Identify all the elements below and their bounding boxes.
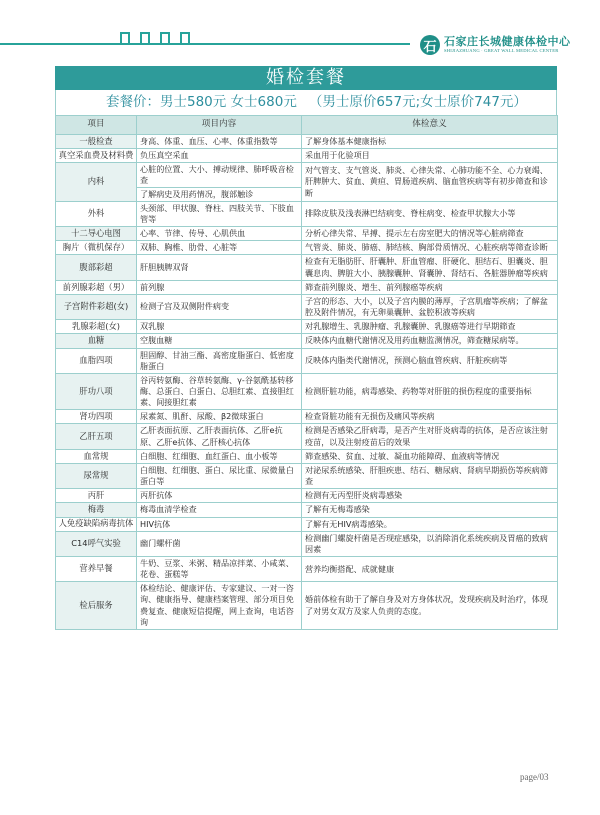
exam-item: 血糖	[56, 334, 137, 348]
exam-item: 营养早餐	[56, 557, 137, 582]
table-row	[56, 163, 558, 201]
exam-content-line: 检测子宫及双侧附件病变	[140, 301, 230, 312]
exam-item: 腹部彩超	[56, 255, 137, 280]
exam-content	[137, 463, 302, 488]
exam-meaning: 了解有无HIV病毒感染。	[302, 517, 558, 531]
exam-meaning: 分析心律失常、早搏、提示左右房室肥大的情况等心脏病筛查	[302, 227, 558, 241]
table-row	[56, 503, 558, 517]
exam-content	[137, 582, 302, 630]
table-row	[56, 255, 558, 280]
exam-content	[137, 163, 302, 201]
table-row	[56, 348, 558, 373]
table-row	[56, 557, 558, 582]
table-row	[56, 410, 558, 424]
exam-item: 人免疫缺陷病毒抗体	[56, 517, 137, 531]
table-row	[56, 373, 558, 409]
exam-content-line: 心脏的位置、大小、搏动规律、肺呼吸音检查	[140, 164, 294, 186]
exam-content	[137, 135, 302, 149]
exam-content-line: 空腹血糖	[140, 335, 173, 346]
exam-meaning: 子宫的形态、大小，以及子宫内膜的薄厚，子宫肌瘤等疾病；了解盆腔及附件情况，有无卵巢囊肿、盆腔积液等疾病	[302, 294, 558, 319]
exam-content	[137, 503, 302, 517]
exam-content-line: 幽门螺杆菌	[140, 538, 181, 549]
exam-content-line: 白细胞、红细胞、血红蛋白、血小板等	[140, 450, 278, 461]
logo-english-name: SHIJIAZHUANG · GREAT WALL MEDICAL CENTER	[444, 48, 559, 54]
exam-meaning: 婚前体检有助于了解自身及对方身体状况，发现疾病及时治疗，体现了对男女双方及家人负责的态度。	[302, 582, 558, 630]
exam-content-line: 肝胆胰脾双肾	[140, 261, 189, 272]
exam-meaning: 检测是否感染乙肝病毒，是否产生对肝炎病毒的抗体，是否应该注射疫苗，以及注射疫苗后的效果	[302, 424, 558, 449]
exam-content-line: 梅毒血清学检查	[140, 504, 197, 515]
table-header-row	[56, 116, 558, 135]
exam-item: 子宫附件彩超(女)	[56, 294, 137, 319]
exam-content	[137, 241, 302, 255]
exam-meaning: 营养均衡搭配、成就健康	[302, 557, 558, 582]
exam-content	[137, 410, 302, 424]
exam-item: 真空采血费及材料费	[56, 149, 137, 163]
exam-content	[137, 280, 302, 294]
original-price: （男士原价657元;女士原价747元）	[308, 94, 527, 110]
exam-content	[137, 320, 302, 334]
exam-meaning: 反映体内脂类代谢情况，预测心脑血管疾病、肝脏疾病等	[302, 348, 558, 373]
exam-item: 前列腺彩超（男）	[56, 280, 137, 294]
exam-content-line: HIV抗体	[140, 518, 171, 529]
exam-content	[137, 255, 302, 280]
exam-content-line: 了解病史及用药情况，腹部触诊	[137, 187, 301, 200]
exam-content	[137, 449, 302, 463]
table-row	[56, 489, 558, 503]
exam-meaning: 了解身体基本健康指标	[302, 135, 558, 149]
exam-content-line: 谷丙转氨酶、谷草转氨酶、γ-谷氨酰基转移酶、总蛋白、白蛋白、总胆红素、直接胆红素、间接胆红素	[140, 374, 294, 408]
table-row	[56, 320, 558, 334]
exam-content-line: 双乳腺	[140, 321, 165, 332]
exam-content	[137, 557, 302, 582]
exam-item: 胸片（微机保存）	[56, 241, 137, 255]
exam-meaning: 气管炎、肺炎、肺癌、肺结核、胸部骨质情况、心脏疾病等筛查诊断	[302, 241, 558, 255]
exam-content-line: 胆固醇、甘油三酯、高密度脂蛋白、低密度脂蛋白	[140, 349, 294, 371]
exam-meaning: 检查肾脏功能有无损伤及痛风等疾病	[302, 410, 558, 424]
header-divider	[0, 43, 410, 45]
exam-meaning: 对乳腺增生、乳腺肿瘤、乳腺囊肿、乳腺癌等进行早期筛查	[302, 320, 558, 334]
exam-content-line: 心率、节律、传导、心肌供血	[140, 228, 246, 239]
price-line	[55, 90, 557, 115]
exam-item: 外科	[56, 201, 137, 226]
table-row	[56, 280, 558, 294]
exam-item: 肝功八项	[56, 373, 137, 409]
exam-content	[137, 489, 302, 503]
exam-meaning: 对泌尿系统感染、肝胆疾患、结石、糖尿病、肾病早期损伤等疾病筛查	[302, 463, 558, 488]
exam-item: 一般检查	[56, 135, 137, 149]
table-row	[56, 201, 558, 226]
table-row	[56, 294, 558, 319]
exam-meaning: 反映体内血糖代谢情况及用药血糖监测情况，筛查糖尿病等。	[302, 334, 558, 348]
logo-icon: 石	[420, 35, 440, 55]
exam-item: 梅毒	[56, 503, 137, 517]
table-row	[56, 227, 558, 241]
exam-meaning: 对气管支、支气管炎、肺炎、心律失常、心肺功能不全、心力衰竭、肝脾肿大、贫血、黄疸、胃肠道疾病、脑血管疾病等有初步筛查和诊断	[302, 163, 558, 201]
table-row	[56, 463, 558, 488]
page-number: page/03	[520, 772, 549, 782]
page-header	[0, 0, 600, 60]
exam-content-line: 前列腺	[140, 281, 165, 292]
exam-content-line: 丙肝抗体	[140, 490, 173, 501]
logo-name: 石家庄长城健康体检中心	[444, 35, 571, 49]
exam-content	[137, 348, 302, 373]
exam-meaning: 检查有无脂肪肝、肝囊肿、肝血管瘤、肝硬化、胆结石、胆囊炎、胆囊息肉、脾脏大小、胰腺囊肿、肾囊肿、肾结石、各脏器肿瘤等疾病	[302, 255, 558, 280]
table-row	[56, 424, 558, 449]
exam-content	[137, 149, 302, 163]
table-row	[56, 582, 558, 630]
exam-meaning: 筛查前列腺炎、增生、前列腺癌等疾病	[302, 280, 558, 294]
exam-content	[137, 227, 302, 241]
package-price: 套餐价：男士580元 女士680元	[106, 94, 297, 110]
exam-item: 丙肝	[56, 489, 137, 503]
exam-item: 尿常规	[56, 463, 137, 488]
exam-content-line: 尿素氮、肌酐、尿酸、β2微球蛋白	[140, 411, 264, 422]
brand-logo	[420, 34, 590, 56]
exam-item: 血脂四项	[56, 348, 137, 373]
exam-content-line: 白细胞、红细胞、蛋白、尿比重、尿微量白蛋白等	[140, 464, 294, 487]
exam-content	[137, 201, 302, 226]
exam-item: 乙肝五项	[56, 424, 137, 449]
exam-meaning: 排除皮肤及浅表淋巴结病变、脊柱病变、检查甲状腺大小等	[302, 201, 558, 226]
exam-content-line: 身高、体重、血压、心率、体重指数等	[140, 136, 278, 146]
exam-item: 内科	[56, 163, 137, 201]
exam-content-line: 体检结论、健康评估、专家建议、一对一咨询、健康指导、健康档案管理、部分项目免费复查、健康短信提醒，网上查询，电话咨询	[140, 583, 294, 627]
exam-content-line: 负压真空采血	[140, 150, 189, 161]
table-row	[56, 149, 558, 163]
table-row	[56, 334, 558, 348]
column-header-item: 项目	[56, 116, 137, 135]
exam-meaning: 检测有无丙型肝炎病毒感染	[302, 489, 558, 503]
exam-meaning: 筛查感染、贫血、过敏、凝血功能障碍、血液病等情况	[302, 449, 558, 463]
table-row	[56, 135, 558, 149]
exam-item: 肾功四项	[56, 410, 137, 424]
table-row	[56, 517, 558, 531]
column-header-meaning: 体检意义	[302, 116, 558, 135]
exam-item: 血常规	[56, 449, 137, 463]
exam-content	[137, 294, 302, 319]
exam-content	[137, 424, 302, 449]
package-table	[55, 115, 558, 630]
exam-meaning: 检测肝脏功能，病毒感染、药物等对肝脏的损伤程度的重要指标	[302, 373, 558, 409]
table-row	[56, 531, 558, 556]
column-header-content: 项目内容	[137, 116, 302, 135]
exam-item: C14呼气实验	[56, 531, 137, 556]
exam-meaning: 采血用于化验项目	[302, 149, 558, 163]
exam-content	[137, 517, 302, 531]
exam-content-line: 双肺、胸椎、肋骨、心脏等	[140, 242, 238, 253]
exam-item: 检后服务	[56, 582, 137, 630]
page-title: 婚检套餐	[55, 66, 557, 90]
exam-meaning: 检测幽门螺旋杆菌是否现症感染，以消除消化系统疾病及胃癌的致病因素	[302, 531, 558, 556]
exam-content-line: 牛奶、豆浆、米粥、精品凉拌菜、小咸菜、花卷、蛋糕等	[140, 558, 294, 580]
exam-content-line: 乙肝表面抗原、乙肝表面抗体、乙肝e抗原、乙肝e抗体、乙肝核心抗体	[140, 425, 283, 447]
exam-item: 十二导心电图	[56, 227, 137, 241]
table-row	[56, 241, 558, 255]
exam-content	[137, 373, 302, 409]
exam-item: 乳腺彩超(女)	[56, 320, 137, 334]
table-row	[56, 449, 558, 463]
exam-meaning: 了解有无梅毒感染	[302, 503, 558, 517]
exam-content	[137, 531, 302, 556]
package-panel	[55, 66, 557, 630]
exam-content-line: 头颈部、甲状腺、脊柱、四肢关节、下肢血管等	[140, 202, 294, 224]
exam-content	[137, 334, 302, 348]
